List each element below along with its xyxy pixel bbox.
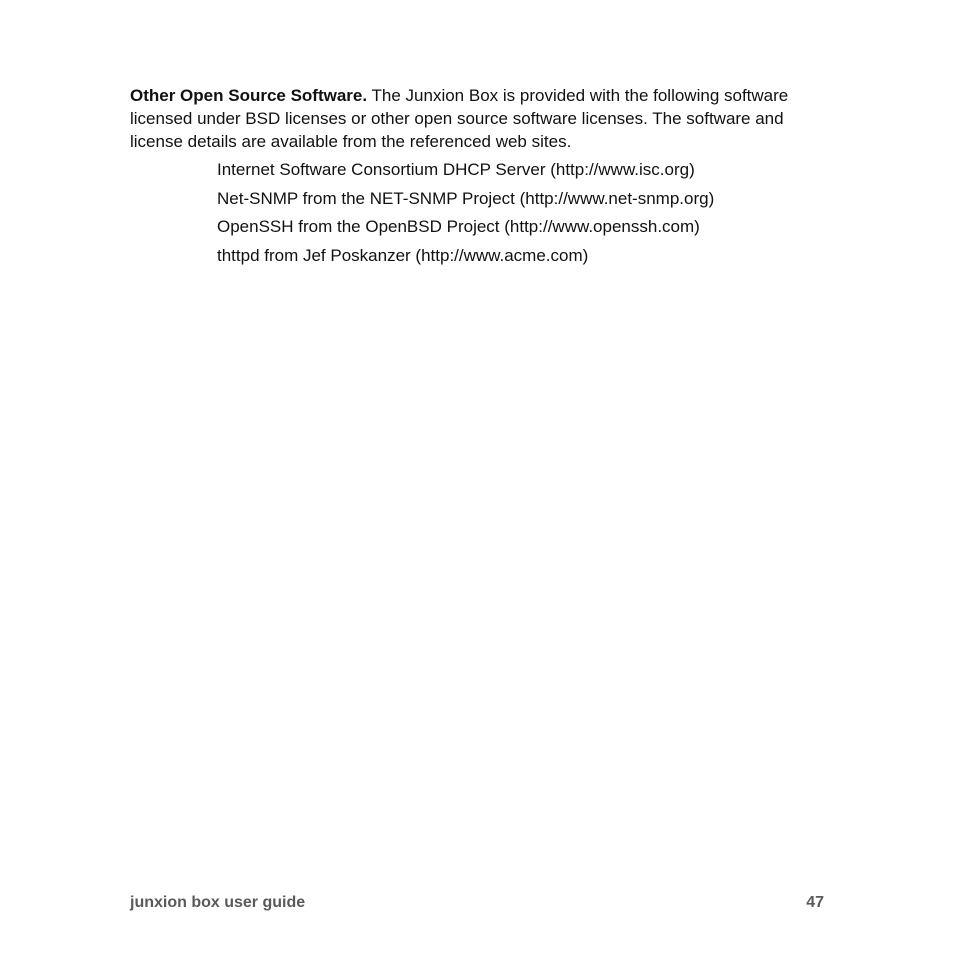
software-list [130, 156, 790, 270]
intro-paragraph [130, 84, 790, 153]
intro-text: The Junxion Box is provided with the following software licensed under BSD licenses or other open source software licenses. The software and license details are available from the referenced web sites. [130, 86, 789, 151]
document-body [130, 84, 790, 270]
list-item: OpenSSH from the OpenBSD Project (http://www.openssh.com) [217, 217, 700, 236]
list-item: Internet Software Consortium DHCP Server (http://www.isc.org) [217, 160, 695, 179]
footer-title: junxion box user guide [130, 894, 306, 911]
list-item: Net-SNMP from the NET-SNMP Project (http://www.net-snmp.org) [217, 188, 715, 208]
section-heading: Other Open Source Software. [130, 86, 368, 105]
list-item: thttpd from Jef Poskanzer (http://www.acme.com) [217, 245, 589, 265]
page-number: 47 [806, 894, 824, 911]
